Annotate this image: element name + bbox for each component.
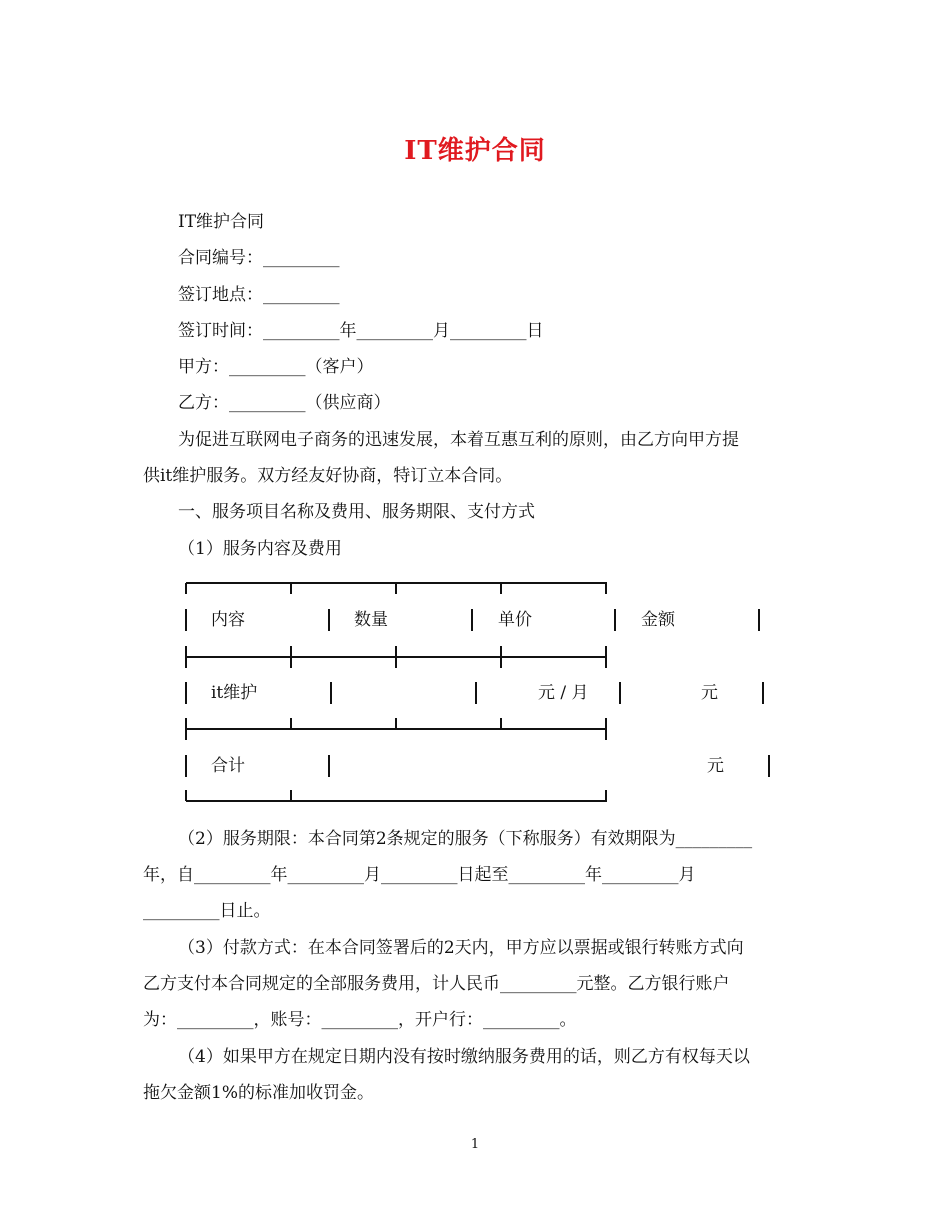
clause-2-line-2: 年，自_________年_________月_________日起至_________年_________月: [143, 865, 696, 885]
clause-4-line-1: （4）如果甲方在规定日期内没有按时缴纳服务费用的话，则乙方有权每天以: [178, 1047, 750, 1067]
table-row-unit-price: 元 / 月: [538, 683, 589, 703]
header-line-title: IT维护合同: [178, 212, 265, 232]
section-1-heading: 一、服务项目名称及费用、服务期限、支付方式: [178, 502, 535, 522]
table-header-unit-price: 单价: [498, 610, 532, 630]
contract-number-line: 合同编号：_________: [178, 248, 340, 268]
clause-3-line-2: 乙方支付本合同规定的全部服务费用，计人民币_________元整。乙方银行账户: [143, 974, 730, 994]
subsection-1-heading: （1）服务内容及费用: [178, 539, 342, 559]
clause-2-line-1: （2）服务期限：本合同第2条规定的服务（下称服务）有效期限为_________: [178, 829, 753, 849]
party-a-line: 甲方：_________（客户）: [178, 357, 374, 377]
table-header-quantity: 数量: [354, 610, 388, 630]
party-b-line: 乙方：_________（供应商）: [178, 393, 391, 413]
table-header-content: 内容: [211, 610, 245, 630]
clause-3-line-1: （3）付款方式：在本合同签署后的2天内，甲方应以票据或银行转账方式向: [178, 938, 744, 958]
table-row-amount: 元: [701, 683, 718, 703]
table-header-amount: 金额: [641, 610, 675, 630]
document-title: IT维护合同: [404, 136, 546, 166]
clause-4-line-2: 拖欠金额1%的标准加收罚金。: [143, 1083, 374, 1103]
clause-3-line-3: 为：_________，账号：_________，开户行：_________。: [143, 1010, 577, 1030]
table-total-value: 元: [707, 756, 724, 776]
table-row-item: it维护: [211, 683, 258, 703]
page-number: 1: [470, 1137, 480, 1152]
intro-line-2: 供it维护服务。双方经友好协商，特订立本合同。: [143, 466, 513, 486]
signing-place-line: 签订地点：_________: [178, 285, 340, 305]
signing-date-line: 签订时间：_________年_________月_________日: [178, 321, 544, 341]
intro-line-1: 为促进互联网电子商务的迅速发展，本着互惠互利的原则，由乙方向甲方提: [178, 430, 739, 450]
table-total-label: 合计: [211, 756, 245, 776]
clause-2-line-3: _________日止。: [143, 901, 271, 921]
